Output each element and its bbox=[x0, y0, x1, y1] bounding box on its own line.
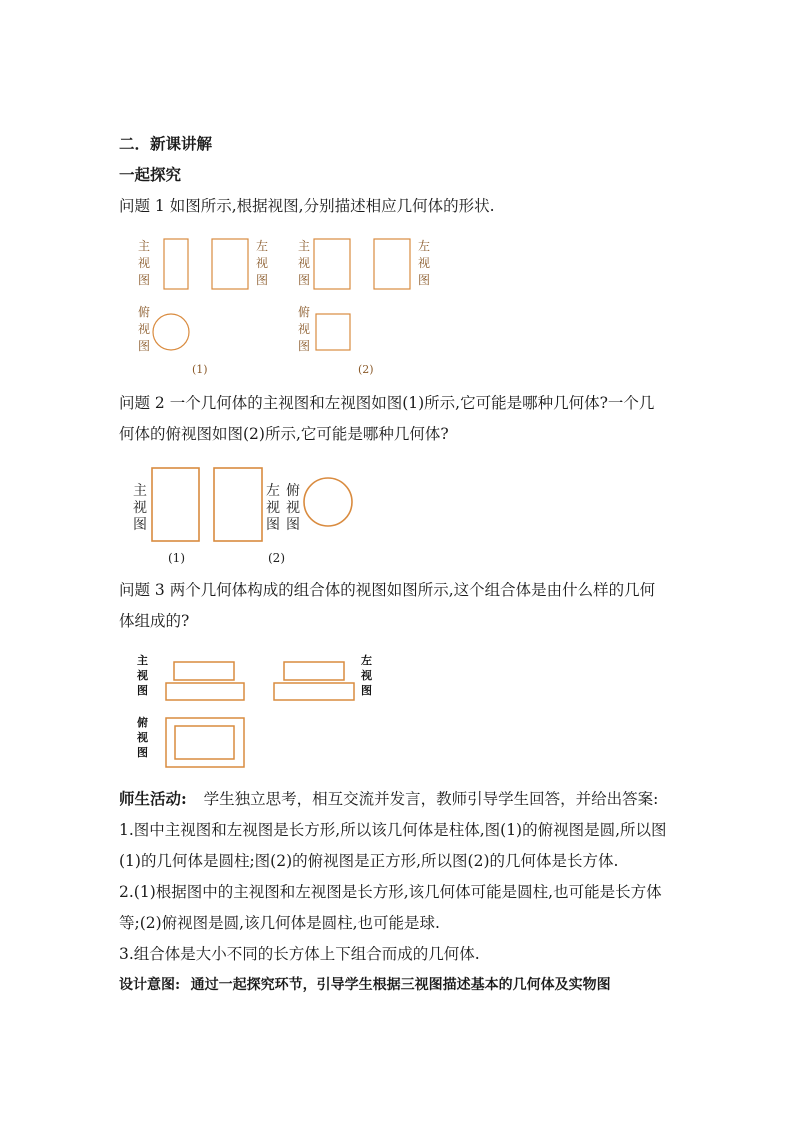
fig3-front-label-1: 主 bbox=[137, 654, 148, 667]
fig3-front-label-3: 图 bbox=[137, 684, 148, 697]
fig2-front-label-2: 视 bbox=[133, 500, 147, 516]
design-text: 通过一起探究环节，引导学生根据三视图描述基本的几何体及实物图 bbox=[190, 977, 611, 993]
fig2-left-rect bbox=[214, 468, 262, 541]
fig3-left-label-3: 图 bbox=[361, 684, 372, 697]
fig1-2-left-label-1: 左 bbox=[418, 239, 431, 253]
activity-label: 师生活动: bbox=[119, 789, 187, 808]
fig1-1-left-label-1: 左 bbox=[256, 239, 269, 253]
question-3-line-1: 问题 3 两个几何体构成的组合体的视图如图所示,这个组合体是由什么样的几何 bbox=[119, 581, 656, 599]
fig1-2-top-label-3: 图 bbox=[298, 339, 311, 353]
fig1-1-front-label-2: 视 bbox=[138, 256, 151, 270]
fig1-1-top-label-3: 图 bbox=[138, 339, 151, 353]
fig2-left-label-1: 左 bbox=[266, 483, 280, 499]
fig1-2-left-rect bbox=[374, 239, 410, 289]
fig2-front-rect bbox=[152, 468, 199, 541]
fig2-top-label-1: 俯 bbox=[286, 483, 300, 499]
fig2-left-label-3: 图 bbox=[266, 517, 280, 533]
answer-2-line-2: 等;(2)俯视图是圆,该几何体是圆柱,也可能是球. bbox=[119, 914, 440, 932]
activity-text: 学生独立思考，相互交流并发言，教师引导学生回答，并给出答案: bbox=[203, 790, 659, 808]
fig1-1-front-label-1: 主 bbox=[138, 239, 151, 253]
fig3-left-bottom-rect bbox=[274, 683, 354, 700]
question-1: 问题 1 如图所示,根据视图,分别描述相应几何体的形状. bbox=[119, 197, 495, 215]
fig1-1-top-circle bbox=[153, 314, 189, 350]
fig3-left-top-rect bbox=[284, 662, 344, 680]
fig3-front-top-rect bbox=[174, 662, 234, 680]
fig1-2-left-label-2: 视 bbox=[418, 256, 431, 270]
section-title: 二．新课讲解 bbox=[119, 134, 213, 153]
answer-2-line-1: 2.(1)根据图中的主视图和左视图是长方形,该几何体可能是圆柱,也可能是长方体 bbox=[119, 883, 662, 901]
fig3-top-inner-rect bbox=[175, 726, 234, 759]
fig1-2-front-label-3: 图 bbox=[298, 273, 311, 287]
fig1-2-front-label-1: 主 bbox=[298, 239, 311, 253]
figure-2 bbox=[128, 460, 368, 572]
fig1-2-front-rect bbox=[314, 239, 350, 289]
answer-3: 3.组合体是大小不同的长方体上下组合而成的几何体. bbox=[119, 945, 480, 963]
fig1-caption-2: (2) bbox=[358, 363, 374, 376]
question-2-line-2: 何体的俯视图如图(2)所示,它可能是哪种几何体? bbox=[119, 425, 449, 443]
fig2-front-label-1: 主 bbox=[133, 483, 147, 499]
design-label: 设计意图: bbox=[119, 977, 181, 993]
subsection-title: 一起探究 bbox=[119, 165, 182, 184]
fig3-top-label-3: 图 bbox=[137, 746, 148, 759]
fig1-1-front-rect bbox=[164, 239, 188, 289]
fig1-1-left-label-2: 视 bbox=[256, 256, 269, 270]
fig3-left-label-2: 视 bbox=[361, 669, 372, 682]
figure-1 bbox=[130, 232, 440, 382]
fig1-2-top-label-2: 视 bbox=[298, 322, 311, 336]
fig2-top-label-2: 视 bbox=[286, 500, 300, 516]
fig2-caption-2: (2) bbox=[268, 551, 285, 565]
answer-1-line-2: (1)的几何体是圆柱;图(2)的俯视图是正方形,所以图(2)的几何体是长方体. bbox=[119, 852, 619, 870]
fig2-top-circle bbox=[304, 478, 352, 526]
fig1-1-top-label-1: 俯 bbox=[138, 305, 151, 319]
fig3-left-label-1: 左 bbox=[361, 654, 372, 667]
fig3-top-label-2: 视 bbox=[137, 731, 148, 744]
fig2-caption-1: (1) bbox=[168, 551, 185, 565]
answer-1-line-1: 1.图中主视图和左视图是长方形,所以该几何体是柱体,图(1)的俯视图是圆,所以图 bbox=[119, 821, 667, 839]
question-3-line-2: 体组成的? bbox=[119, 612, 190, 630]
fig3-front-label-2: 视 bbox=[137, 669, 148, 682]
figure-3 bbox=[130, 648, 390, 772]
fig3-front-bottom-rect bbox=[166, 683, 244, 700]
fig1-2-top-rect bbox=[316, 314, 350, 350]
fig1-2-top-label-1: 俯 bbox=[298, 305, 311, 319]
fig1-1-top-label-2: 视 bbox=[138, 322, 151, 336]
fig1-1-left-label-3: 图 bbox=[256, 273, 269, 287]
fig1-1-front-label-3: 图 bbox=[138, 273, 151, 287]
fig1-2-front-label-2: 视 bbox=[298, 256, 311, 270]
fig2-left-label-2: 视 bbox=[266, 500, 280, 516]
fig3-top-label-1: 俯 bbox=[137, 716, 148, 729]
fig1-caption-1: (1) bbox=[192, 363, 208, 376]
fig2-front-label-3: 图 bbox=[133, 517, 147, 533]
fig1-1-left-rect bbox=[212, 239, 248, 289]
activity-line bbox=[119, 789, 658, 809]
design-line bbox=[119, 975, 611, 995]
fig2-top-label-3: 图 bbox=[286, 517, 300, 533]
question-2-line-1: 问题 2 一个几何体的主视图和左视图如图(1)所示,它可能是哪种几何体?一个几 bbox=[119, 394, 655, 412]
fig1-2-left-label-3: 图 bbox=[418, 273, 431, 287]
